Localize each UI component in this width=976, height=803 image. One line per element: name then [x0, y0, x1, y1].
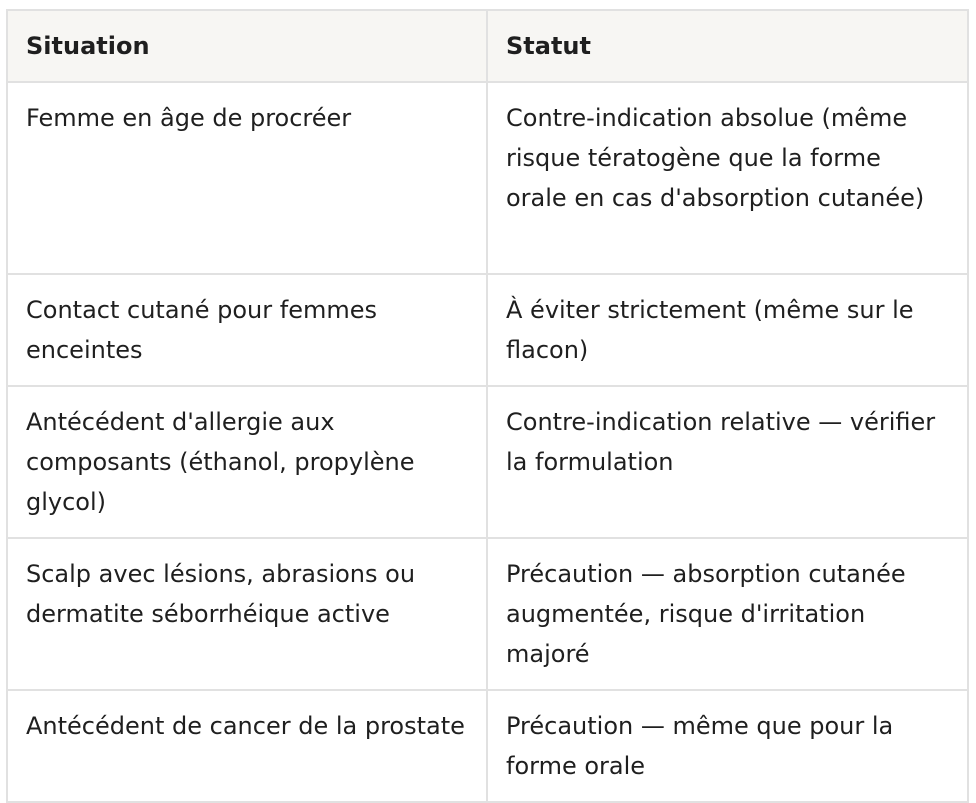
table-row [7, 274, 968, 386]
table-body [7, 82, 968, 802]
situation-cell: Femme en âge de procréer [7, 82, 487, 274]
statut-cell: À éviter strictement (même sur le flacon) [487, 274, 968, 386]
table-row [7, 82, 968, 274]
situation-cell: Antécédent d'allergie aux composants (éthanol, propylène glycol) [7, 386, 487, 538]
statut-cell: Précaution — même que pour la forme orale [487, 690, 968, 802]
situation-cell: Contact cutané pour femmes enceintes [7, 274, 487, 386]
situation-cell: Scalp avec lésions, abrasions ou dermatite séborrhéique active [7, 538, 487, 690]
table-row [7, 690, 968, 802]
table-header [7, 10, 968, 82]
contraindications-table [6, 9, 969, 803]
statut-cell: Contre-indication relative — vérifier la formulation [487, 386, 968, 538]
header-row [7, 10, 968, 82]
statut-cell: Contre-indication absolue (même risque tératogène que la forme orale en cas d'absorption cutanée) [487, 82, 968, 274]
table-row [7, 386, 968, 538]
column-header-situation: Situation [7, 10, 487, 82]
situation-cell: Antécédent de cancer de la prostate [7, 690, 487, 802]
statut-cell: Précaution — absorption cutanée augmentée, risque d'irritation majoré [487, 538, 968, 690]
column-header-statut: Statut [487, 10, 968, 82]
table-row [7, 538, 968, 690]
